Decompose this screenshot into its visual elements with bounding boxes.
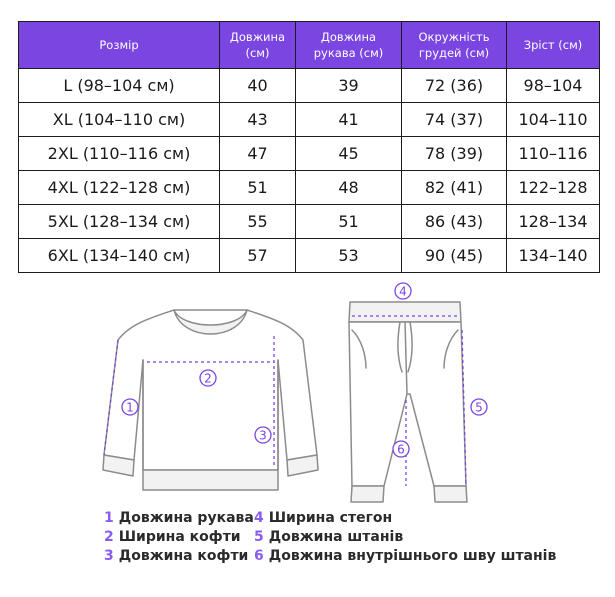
cell-sleeve-length: 48 bbox=[296, 171, 402, 205]
measurement-legend bbox=[104, 509, 574, 589]
legend-number: 1 bbox=[104, 510, 114, 526]
table-row bbox=[19, 205, 600, 239]
legend-label: Довжина рукава bbox=[118, 510, 254, 526]
header-length: Довжина (см) bbox=[220, 22, 296, 69]
cell-length: 57 bbox=[220, 239, 296, 273]
legend-number: 4 bbox=[254, 510, 264, 526]
table-header-row bbox=[19, 22, 600, 69]
cell-sleeve-length: 39 bbox=[296, 69, 402, 103]
sweatshirt-drawing bbox=[103, 310, 318, 490]
legend-item-pants-length bbox=[254, 528, 403, 546]
header-sleeve-length: Довжина рукава (см) bbox=[296, 22, 402, 69]
table-row bbox=[19, 239, 600, 273]
legend-item-inseam-length bbox=[254, 547, 556, 565]
cell-height: 122–128 bbox=[507, 171, 600, 205]
cell-chest: 86 (43) bbox=[402, 205, 507, 239]
cell-height: 98–104 bbox=[507, 69, 600, 103]
legend-item-sleeve-length bbox=[104, 509, 254, 527]
cell-height: 134–140 bbox=[507, 239, 600, 273]
pants-drawing bbox=[349, 302, 467, 502]
legend-number: 6 bbox=[254, 548, 264, 564]
table-row bbox=[19, 103, 600, 137]
table-row bbox=[19, 137, 600, 171]
cell-sleeve-length: 41 bbox=[296, 103, 402, 137]
cell-size: XL (104–110 см) bbox=[19, 103, 220, 137]
cell-size: 6XL (134–140 см) bbox=[19, 239, 220, 273]
marker-2-label: 2 bbox=[204, 371, 212, 386]
table-row bbox=[19, 69, 600, 103]
cell-length: 51 bbox=[220, 171, 296, 205]
cell-size: 2XL (110–116 см) bbox=[19, 137, 220, 171]
legend-number: 2 bbox=[104, 529, 114, 545]
cell-chest: 78 (39) bbox=[402, 137, 507, 171]
cell-size: 5XL (128–134 см) bbox=[19, 205, 220, 239]
legend-number: 3 bbox=[104, 548, 114, 564]
legend-label: Довжина кофти bbox=[118, 548, 249, 564]
cell-chest: 72 (36) bbox=[402, 69, 507, 103]
cell-chest: 82 (41) bbox=[402, 171, 507, 205]
legend-item-sweatshirt-length bbox=[104, 547, 248, 565]
header-size: Розмір bbox=[19, 22, 220, 69]
legend-item-hip-width bbox=[254, 509, 392, 527]
size-chart-table bbox=[18, 21, 600, 273]
legend-number: 5 bbox=[254, 529, 264, 545]
marker-1-label: 1 bbox=[126, 400, 134, 415]
cell-sleeve-length: 45 bbox=[296, 137, 402, 171]
cell-height: 104–110 bbox=[507, 103, 600, 137]
cell-height: 110–116 bbox=[507, 137, 600, 171]
cell-length: 43 bbox=[220, 103, 296, 137]
header-chest: Окружність грудей (см) bbox=[402, 22, 507, 69]
legend-item-sweatshirt-width bbox=[104, 528, 241, 546]
garment-measurement-illustration bbox=[0, 280, 615, 508]
legend-label: Довжина внутрішнього шву штанів bbox=[268, 548, 557, 564]
cell-height: 128–134 bbox=[507, 205, 600, 239]
cell-length: 40 bbox=[220, 69, 296, 103]
marker-5-label: 5 bbox=[475, 400, 483, 415]
legend-label: Ширина кофти bbox=[118, 529, 241, 545]
cell-size: L (98–104 см) bbox=[19, 69, 220, 103]
marker-3-label: 3 bbox=[259, 428, 267, 443]
cell-chest: 90 (45) bbox=[402, 239, 507, 273]
cell-sleeve-length: 53 bbox=[296, 239, 402, 273]
marker-4-label: 4 bbox=[399, 284, 407, 299]
cell-chest: 74 (37) bbox=[402, 103, 507, 137]
legend-label: Довжина штанів bbox=[268, 529, 404, 545]
cell-length: 47 bbox=[220, 137, 296, 171]
marker-6-label: 6 bbox=[397, 442, 405, 457]
table-row bbox=[19, 171, 600, 205]
legend-label: Ширина стегон bbox=[268, 510, 393, 526]
header-height: Зріст (см) bbox=[507, 22, 600, 69]
cell-size: 4XL (122–128 см) bbox=[19, 171, 220, 205]
cell-sleeve-length: 51 bbox=[296, 205, 402, 239]
cell-length: 55 bbox=[220, 205, 296, 239]
